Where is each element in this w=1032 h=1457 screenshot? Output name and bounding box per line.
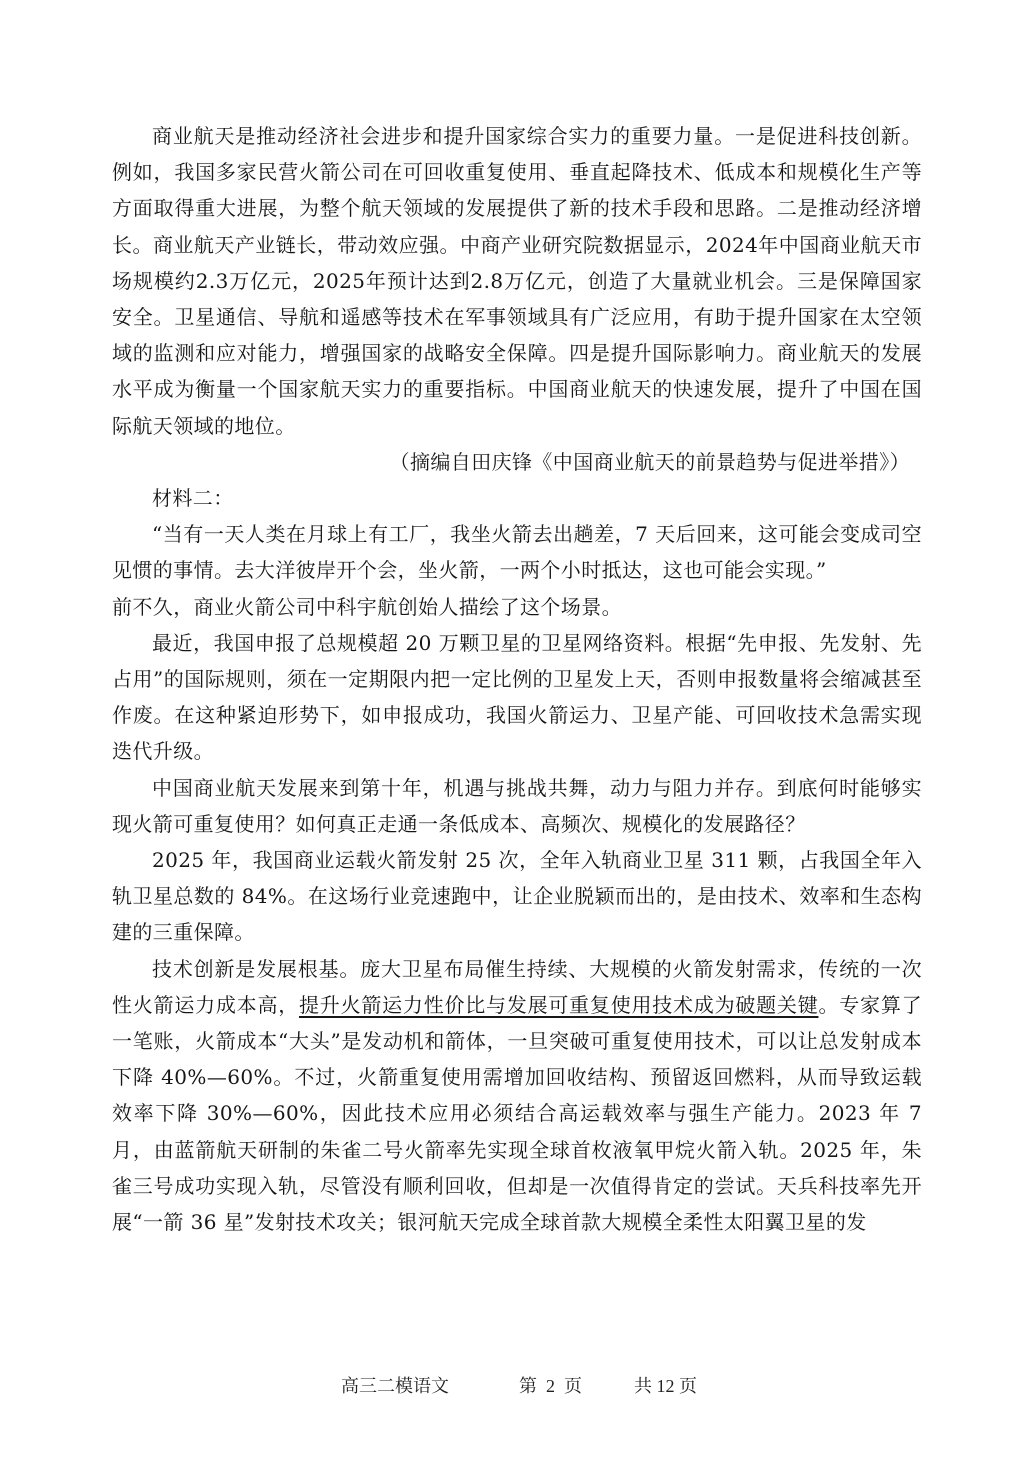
paragraph-2025-launches: 2025 年，我国商业运载火箭发射 25 次，全年入轨商业卫星 311 颗，占我国全年入轨卫星总数的 84%。在这场行业竞速跑中，让企业脱颖而出的，是由技术、效率和生态构建的三重保障。 [112,848,922,945]
paragraph-quote-attribution: 前不久，商业火箭公司中科宇航创始人描绘了这个场景。 [112,594,622,619]
source-citation: （摘编自田庆锋《中国商业航天的前景趋势与促进举措》） [389,449,910,474]
paragraph-tech-innovation [112,951,922,1241]
footer-total-pages: 共 12 页 [634,1376,697,1396]
underlined-key-sentence: 提升火箭运力性价比与发展可重复使用技术成为破题关键 [299,992,819,1017]
footer-subject: 高三二模语文 [341,1376,449,1396]
article-body [112,118,922,1240]
paragraph-tenth-year: 中国商业航天发展来到第十年，机遇与挑战共舞，动力与阻力并存。到底何时能够实现火箭可重复使用？如何真正走通一条低成本、高频次、规模化的发展路径？ [112,775,922,836]
material-two-label: 材料二： [152,486,234,511]
paragraph-quote: “当有一天人类在月球上有工厂，我坐火箭去出趟差，7 天后回来，这可能会变成司空见惯的事情。去大洋彼岸开个会，坐火箭，一两个小时抵达，这也可能会实现。” [112,522,922,583]
paragraph-tech-innovation-rest: 。专家算了一笔账，火箭成本“大头”是发动机和箭体，一旦突破可重复使用技术，可以让总发射成本下降 40%—60%。不过，火箭重复使用需增加回收结构、预留返回燃料，从而导致运载效率下降 30%—60%，因此技术应用必须结合高运载效率与强生产能力。2023 年 7 月，由蓝箭航天研制的朱雀二号火箭率先实现全球首枚液氧甲烷火箭入轨。2025 年，朱雀三号成功实现入轨，尽管没有顺利回收，但却是一次值得肯定的尝试。天兵科技率先开展“一箭 36 星”发射技术攻关；银河航天完成全球首款大规模全柔性太阳翼卫星的发 [112,992,922,1235]
paragraph-tech-innovation-start: 技术创新是发展根基。庞大卫星布局催生持续、大规模的火箭发射需求，传统的一次性火箭运力成本高， [112,956,922,1017]
footer-page-number: 第 2 页 [519,1376,582,1396]
paragraph-commercial-space-significance: 商业航天是推动经济社会进步和提升国家综合实力的重要力量。一是促进科技创新。例如，我国多家民营火箭公司在可回收重复使用、垂直起降技术、低成本和规模化生产等方面取得重大进展，为整个航天领域的发展提供了新的技术手段和思路。二是推动经济增长。商业航天产业链长，带动效应强。中商产业研究院数据显示，2024年中国商业航天市场规模约2.3万亿元，2025年预计达到2.8万亿元，创造了大量就业机会。三是保障国家安全。卫星通信、导航和遥感等技术在军事领域具有广泛应用，有助于提升国家在太空领域的监测和应对能力，增强国家的战略安全保障。四是提升国际影响力。商业航天的发展水平成为衡量一个国家航天实力的重要指标。中国商业航天的快速发展，提升了中国在国际航天领域的地位。 [112,124,922,438]
paragraph-satellite-filing: 最近，我国申报了总规模超 20 万颗卫星的卫星网络资料。根据“先申报、先发射、先占用”的国际规则，须在一定期限内把一定比例的卫星发上天，否则申报数量将会缩减甚至作废。在这种紧迫形势下，如申报成功，我国火箭运力、卫星产能、可回收技术急需实现迭代升级。 [112,630,922,764]
